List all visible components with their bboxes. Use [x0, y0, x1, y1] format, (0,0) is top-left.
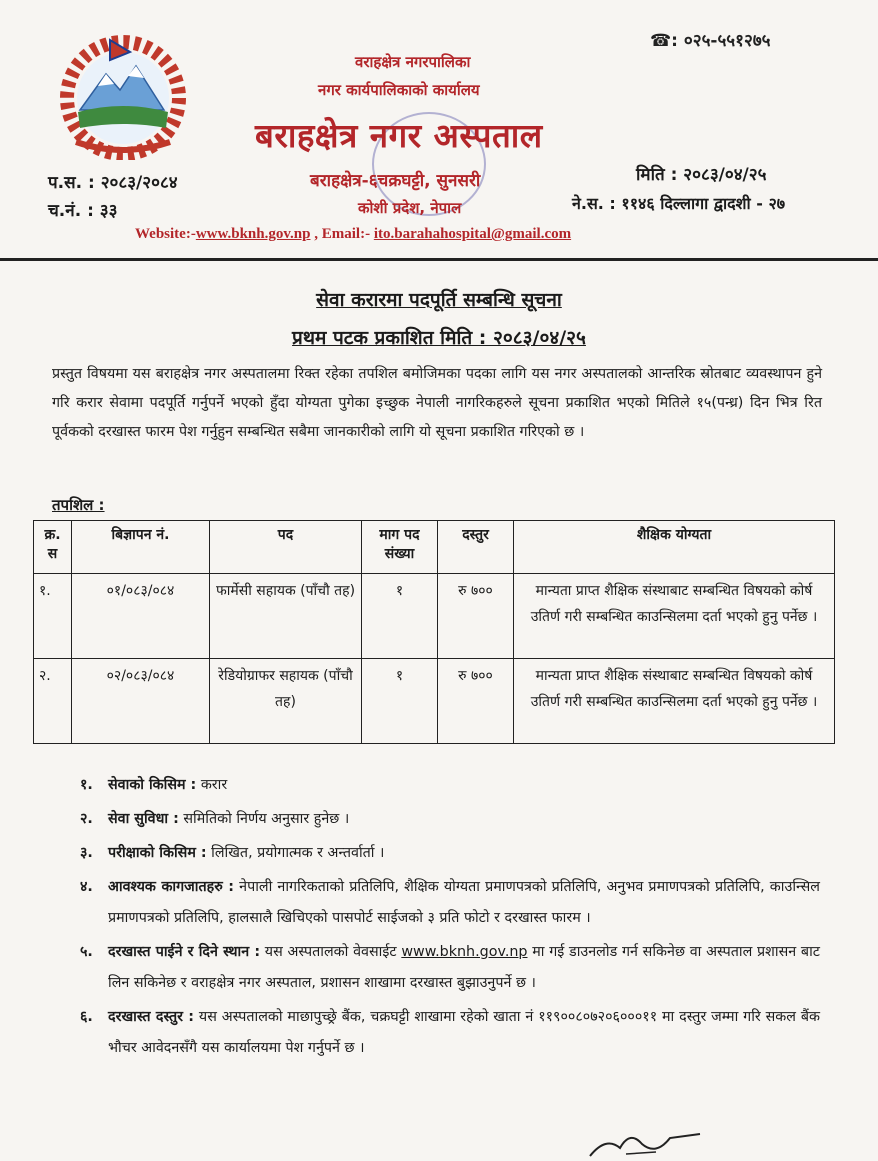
office-name: नगर कार्यपालिकाको कार्यालय [318, 81, 480, 99]
item-label: सेवाको किसिम : [108, 777, 197, 793]
cell-fee: रु ७०० [438, 659, 514, 744]
address-line1: बराहक्षेत्र-६चक्रघट्टी, सुनसरी [310, 171, 481, 191]
details-label: तपशिल : [52, 496, 105, 514]
website-link[interactable]: www.bknh.gov.np [195, 226, 311, 242]
item-number: ६. [80, 1009, 93, 1025]
item-text: नेपाली नागरिकताको प्रतिलिपि, शैक्षिक योग्यता प्रमाणपत्रको प्रतिलिपि, अनुभव प्रमाणपत्रको प्रतिलिपि, काउन्सिल प्रमाणपत्रको प्रतिलिपि, हालसालै खिचिएको पासपोर्ट साईजको ३ प्रति फोटो र दरखास्त फारम । [108, 879, 820, 926]
intro-paragraph: प्रस्तुत विषयमा यस बराहक्षेत्र नगर अस्पतालमा रिक्त रहेका तपशिल बमोजिमका पदका लागि यस नगर अस्पतालको आन्तरिक स्रोतबाट व्यवस्थापन हुने गरि करार सेवामा पदपूर्ति गर्नुपर्ने भएको हुँदा योग्यता पुगेका इच्छुक नेपाली नागरिकहरुले सूचना प्रकाशित भएको मितिले १५(पन्ध्र) दिन भित्र रित पूर्वकको दरखास्त फारम पेश गर्नुहुन सम्बन्धित सबैमा जानकारीको लागि यो सूचना प्रकाशित गरिएको छ । [52, 366, 822, 440]
list-item [80, 872, 820, 934]
cell-fee: रु ७०० [438, 574, 514, 659]
header-count: माग पद संख्या [362, 521, 438, 574]
contact-line [135, 226, 571, 243]
cn-number: च.नं. : ३३ [48, 201, 118, 221]
cell-adv-no: ०२/०८३/०८४ [72, 659, 210, 744]
list-item [80, 937, 820, 999]
header-sn: क्र. स [34, 521, 72, 574]
website-link[interactable]: www.bknh.gov.np [401, 944, 528, 960]
header-qualification: शैक्षिक योग्यता [514, 521, 835, 574]
list-item [80, 770, 820, 801]
list-item [80, 804, 820, 835]
vacancy-table [33, 520, 835, 744]
item-number: १. [80, 777, 93, 793]
ps-number: प.स. : २०८३/२०८४ [48, 173, 178, 193]
item-label: आवश्यक कागजातहरु : [108, 879, 235, 895]
item-label: दरखास्त दस्तुर : [108, 1009, 195, 1025]
cell-post: फार्मेसी सहायक (पाँचौ तह) [210, 574, 362, 659]
nepal-sambat-date: ने.स. : ११४६ दिल्लागा द्वादशी - २७ [572, 194, 786, 213]
cell-qualification: मान्यता प्राप्त शैक्षिक संस्थाबाट सम्बन्धित विषयको कोर्ष उतिर्ण गरी सम्बन्धित काउन्सिलमा दर्ता भएको हुनु पर्नेछ । [514, 659, 835, 744]
table-row [34, 659, 835, 744]
header-fee: दस्तुर [438, 521, 514, 574]
issue-date: मिति : २०८३/०४/२५ [636, 165, 767, 185]
signature [586, 1126, 706, 1161]
cell-adv-no: ०१/०८३/०८४ [72, 574, 210, 659]
item-number: ४. [80, 879, 93, 895]
notice-title: सेवा करारमा पदपूर्ति सम्बन्धि सूचना [316, 289, 562, 311]
table-header-row [34, 521, 835, 574]
cell-sn: २. [34, 659, 72, 744]
item-text: करार [196, 777, 228, 793]
table-row [34, 574, 835, 659]
list-item [80, 1002, 820, 1064]
item-label: परीक्षाको किसिम : [108, 845, 207, 861]
item-text: यस अस्पतालको वेवसाईट [260, 944, 402, 960]
email-label: , Email:- [310, 226, 374, 242]
email-link[interactable]: ito.barahahospital@gmail.com [373, 226, 572, 242]
hospital-name: बराहक्षेत्र नगर अस्पताल [255, 116, 543, 155]
list-item [80, 838, 820, 869]
header-divider [0, 258, 878, 261]
item-number: ५. [80, 944, 93, 960]
item-text: लिखित, प्रयोगात्मक र अन्तर्वार्ता । [206, 845, 385, 861]
item-label: दरखास्त पाईने र दिने स्थान : [108, 944, 261, 960]
header-adv-no: बिज्ञापन नं. [72, 521, 210, 574]
cell-count: १ [362, 574, 438, 659]
municipality-name: वराहक्षेत्र नगरपालिका [355, 53, 471, 71]
terms-list [80, 770, 820, 1067]
cell-count: १ [362, 659, 438, 744]
item-label: सेवा सुविधा : [108, 811, 179, 827]
item-text: यस अस्पतालको माछापुच्छ्रे बैंक, चक्रघट्टी शाखामा रहेको खाता नं ११९००८०७२०६०००११ मा दस्तुर जम्मा गरि सकल बैंक भौचर आवेदनसँगै यस कार्यालयमा पेश गर्नुपर्ने छ । [108, 1009, 820, 1056]
phone-number: ☎: ०२५-५५१२७५ [650, 31, 771, 51]
address-line2: कोशी प्रदेश, नेपाल [358, 199, 462, 217]
item-number: ३. [80, 845, 93, 861]
item-number: २. [80, 811, 93, 827]
header-post: पद [210, 521, 362, 574]
website-label: Website:- [135, 226, 196, 242]
item-text: मा गई डाउनलोड गर्न सकिनेछ वा अस्पताल प्रशासन बाट लिन सकिनेछ र वराहक्षेत्र नगर अस्पताल, प्रशासन शाखामा दरखास्त बुझाउनुपर्ने छ । [108, 944, 820, 991]
nepal-emblem-logo [48, 30, 198, 160]
cell-post: रेडियोग्राफर सहायक (पाँचौ तह) [210, 659, 362, 744]
cell-qualification: मान्यता प्राप्त शैक्षिक संस्थाबाट सम्बन्धित विषयको कोर्ष उतिर्ण गरी सम्बन्धित काउन्सिलमा दर्ता भएको हुनु पर्नेछ । [514, 574, 835, 659]
item-text: समितिको निर्णय अनुसार हुनेछ । [178, 811, 350, 827]
cell-sn: १. [34, 574, 72, 659]
notice-subtitle: प्रथम पटक प्रकाशित मिति : २०८३/०४/२५ [292, 327, 586, 349]
